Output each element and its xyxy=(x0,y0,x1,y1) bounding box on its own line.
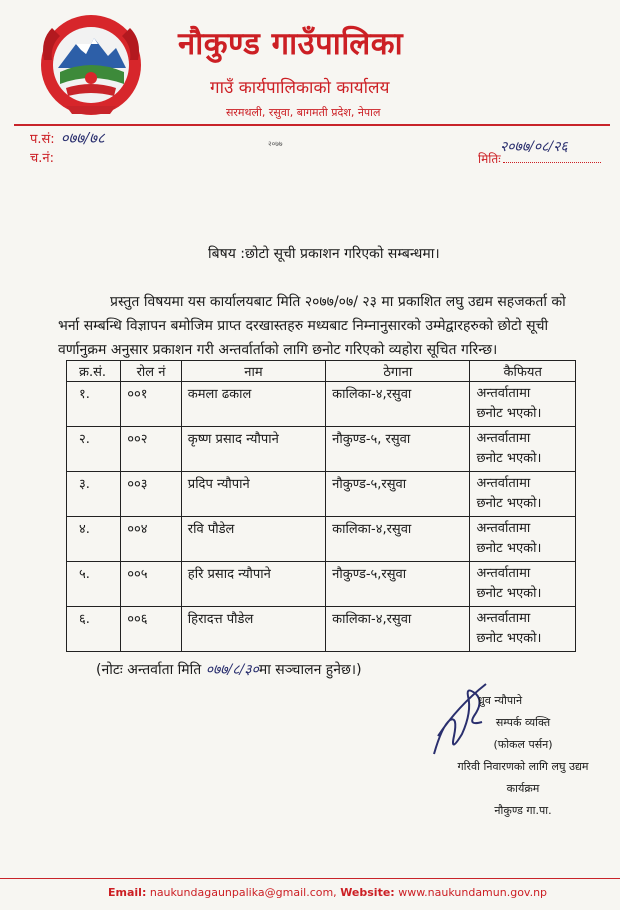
table-row xyxy=(67,607,576,652)
cell-roll: ००३ xyxy=(121,472,182,517)
office-subtitle: गाउँ कार्यपालिकाको कार्यालय xyxy=(210,78,390,98)
header-roll: रोल नं xyxy=(121,361,182,382)
cell-address: नौकुण्ड-५,रसुवा xyxy=(326,562,470,607)
table-row xyxy=(67,562,576,607)
cell-address: कालिका-४,रसुवा xyxy=(326,517,470,562)
footer-divider xyxy=(0,878,620,879)
date-value: २०७७/०८/२६ xyxy=(500,139,568,155)
header-address: ठेगाना xyxy=(326,361,470,382)
cell-name: कृष्ण प्रसाद न्यौपाने xyxy=(181,427,325,472)
cell-remarks: अन्तर्वातामा छनोट भएको। xyxy=(470,562,576,607)
program-name-cont: कार्यक्रम xyxy=(506,782,540,795)
cell-roll: ००२ xyxy=(121,427,182,472)
cell-roll: ००६ xyxy=(121,607,182,652)
cell-remarks: अन्तर्वातामा छनोट भएको। xyxy=(470,427,576,472)
cell-serial: ५. xyxy=(67,562,121,607)
cell-remarks: अन्तर्वातामा छनोट भएको। xyxy=(470,607,576,652)
header-serial: क्र.सं. xyxy=(67,361,121,382)
office-address: सरमथली, रसुवा, बागमती प्रदेश, नेपाल xyxy=(226,106,381,119)
shortlist-table xyxy=(66,360,576,652)
cell-address: कालिका-४,रसुवा xyxy=(326,382,470,427)
cell-roll: ००१ xyxy=(121,382,182,427)
nepal-emblem-icon xyxy=(36,10,146,120)
patra-value: ०७७/७८ xyxy=(60,129,105,147)
cell-serial: ४. xyxy=(67,517,121,562)
footer-website: www.naukundamun.gov.np xyxy=(398,886,548,899)
cell-remarks: अन्तर्वातामा छनोट भएको। xyxy=(470,517,576,562)
letter-subject: बिषय :छोटो सूची प्रकाशन गरिएको सम्बन्धमा। xyxy=(208,246,440,262)
interview-date: ०७७/८/३० xyxy=(205,662,259,678)
signatory-office: नौकुण्ड गा.पा. xyxy=(494,804,552,817)
office-name: नौकुण्ड गाउँपालिका xyxy=(178,26,404,62)
received-stamp-mark: २०७७ xyxy=(268,140,283,148)
table-row xyxy=(67,382,576,427)
letter-body: प्रस्तुत विषयमा यस कार्यालयबाट मिति २०७७/०७/ २३ मा प्रकाशित लघु उद्यम सहजकर्ता को भर्ना सम्बन्धि विज्ञापन बमोजिम प्राप्त दरखास्तहरु मध्यबाट निम्नानुसारको उम्मेद्वारहरुको छोटो सूची वर्णानुक्रम अनुसार प्रकाशन गरी अन्तर्वार्ताको लागि छनोट गरिएको व्यहोरा सूचित गरिन्छ। xyxy=(58,294,566,358)
cell-name: प्रदिप न्यौपाने xyxy=(181,472,325,517)
cell-name: कमला ढकाल xyxy=(181,382,325,427)
signature-block xyxy=(438,690,608,822)
cell-address: नौकुण्ड-५,रसुवा xyxy=(326,472,470,517)
cell-serial: २. xyxy=(67,427,121,472)
cell-remarks: अन्तर्वातामा छनोट भएको। xyxy=(470,472,576,517)
header-remarks: कैफियत xyxy=(470,361,576,382)
signatory-role-en: (फोकल पर्सन) xyxy=(493,738,553,751)
chalani-number: च.नं: xyxy=(30,151,54,166)
cell-name: रवि पौडेल xyxy=(181,517,325,562)
cell-address: नौकुण्ड-५, रसुवा xyxy=(326,427,470,472)
footer-contact: Email: naukundagaunpalika@gmail.com, Website: www.naukundamun.gov.np xyxy=(108,886,548,899)
cell-serial: ३. xyxy=(67,472,121,517)
date-field: मितिः xyxy=(478,150,601,167)
signatory-role: सम्पर्क व्यक्ति xyxy=(495,716,551,729)
cell-name: हरि प्रसाद न्यौपाने xyxy=(181,562,325,607)
signatory-name: ध्रुव न्यौपाने xyxy=(478,694,523,707)
footer-email: naukundagaunpalika@gmail.com, xyxy=(149,886,337,899)
header-divider xyxy=(14,124,610,126)
cell-remarks: अन्तर्वातामा छनोट भएको। xyxy=(470,382,576,427)
header-name: नाम xyxy=(181,361,325,382)
program-name: गरिवी निवारणको लागि लघु उद्यम xyxy=(457,760,589,773)
date-dotted-line xyxy=(503,162,601,163)
cell-serial: ६. xyxy=(67,607,121,652)
interview-note: (नोटः अन्तर्वाता मिति ०७७/८/३०मा सञ्चालन हुनेछ।) xyxy=(96,662,362,678)
patra-sankhya: प.सं: ०७७/७८ xyxy=(30,129,105,147)
cell-address: कालिका-४,रसुवा xyxy=(326,607,470,652)
table-row xyxy=(67,517,576,562)
cell-roll: ००५ xyxy=(121,562,182,607)
cell-roll: ००४ xyxy=(121,517,182,562)
cell-name: हिरादत्त पौडेल xyxy=(181,607,325,652)
table-header-row xyxy=(67,361,576,382)
table-row xyxy=(67,427,576,472)
table-row xyxy=(67,472,576,517)
cell-serial: १. xyxy=(67,382,121,427)
